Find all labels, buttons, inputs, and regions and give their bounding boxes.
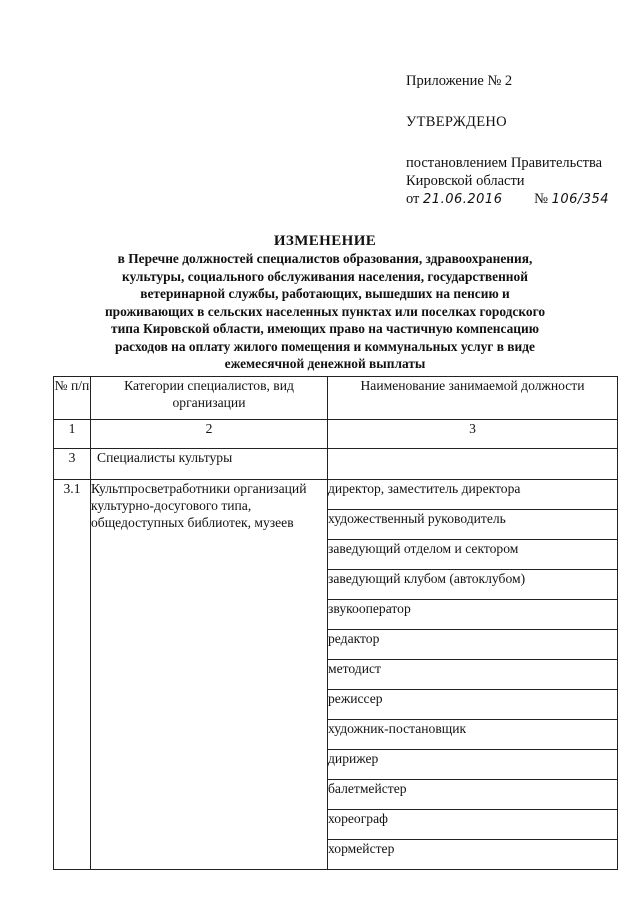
subtitle-line: типа Кировской области, имеющих право на частичную компенсацию	[111, 321, 539, 336]
column-number: 2	[91, 420, 328, 449]
subtitle-line: культуры, социального обслуживания населения, государственной	[122, 268, 528, 284]
position-cell: заведующий клубом (автоклубом)	[328, 570, 618, 600]
approval-block	[406, 72, 626, 209]
position-cell: дирижер	[328, 750, 618, 780]
number-prefix: №	[534, 191, 548, 207]
date-number-line	[406, 190, 626, 209]
document-title-block	[80, 232, 570, 373]
column-number: 1	[54, 420, 91, 449]
position-cell: звукооператор	[328, 600, 618, 630]
handwritten-number: 106/354	[551, 192, 610, 207]
section-empty-cell	[328, 449, 618, 480]
position-cell: заведующий отделом и сектором	[328, 540, 618, 570]
annex-label: Приложение № 2	[406, 73, 513, 89]
document-subtitle	[80, 250, 570, 373]
position-cell: балетмейстер	[328, 780, 618, 810]
approved-label: УТВЕРЖДЕНО	[406, 114, 507, 130]
header-category: Категории специалистов, вид организации	[91, 377, 328, 420]
table-row	[54, 480, 618, 510]
date-prefix: от	[406, 191, 420, 207]
position-cell: методист	[328, 660, 618, 690]
subtitle-line: расходов на оплату жилого помещения и коммунальных услуг в виде	[115, 338, 535, 354]
category-number: 3.1	[54, 480, 91, 870]
decree-line-2: Кировской области	[406, 173, 525, 189]
section-number: 3	[54, 449, 91, 480]
document-title: ИЗМЕНЕНИЕ	[273, 233, 377, 249]
position-cell: художественный руководитель	[328, 510, 618, 540]
position-cell: редактор	[328, 630, 618, 660]
subtitle-line: ежемесячной денежной выплаты	[224, 356, 426, 371]
section-row	[54, 449, 618, 480]
position-cell: хормейстер	[328, 840, 618, 870]
header-number: № п/п	[54, 377, 91, 420]
subtitle-line: в Перечне должностей специалистов образования, здравоохранения,	[117, 251, 533, 266]
category-name: Культпросветработники организаций культурно-досугового типа, общедоступных библиотек, музеев	[91, 480, 328, 870]
column-number-row	[54, 420, 618, 449]
subtitle-line: проживающих в сельских населенных пунктах или поселках городского	[104, 303, 546, 319]
handwritten-date: 21.06.2016	[423, 192, 503, 207]
subtitle-line: ветеринарной службы, работающих, вышедших на пенсию и	[140, 286, 510, 301]
column-number: 3	[328, 420, 618, 449]
position-cell: директор, заместитель директора	[328, 480, 618, 510]
table-header-row	[54, 377, 618, 420]
position-cell: режиссер	[328, 690, 618, 720]
decree-line-1: постановлением Правительства	[406, 155, 603, 171]
position-cell: хореограф	[328, 810, 618, 840]
section-name: Специалисты культуры	[91, 449, 328, 480]
positions-table	[53, 376, 618, 870]
header-position: Наименование занимаемой должности	[328, 377, 618, 420]
position-cell: художник-постановщик	[328, 720, 618, 750]
